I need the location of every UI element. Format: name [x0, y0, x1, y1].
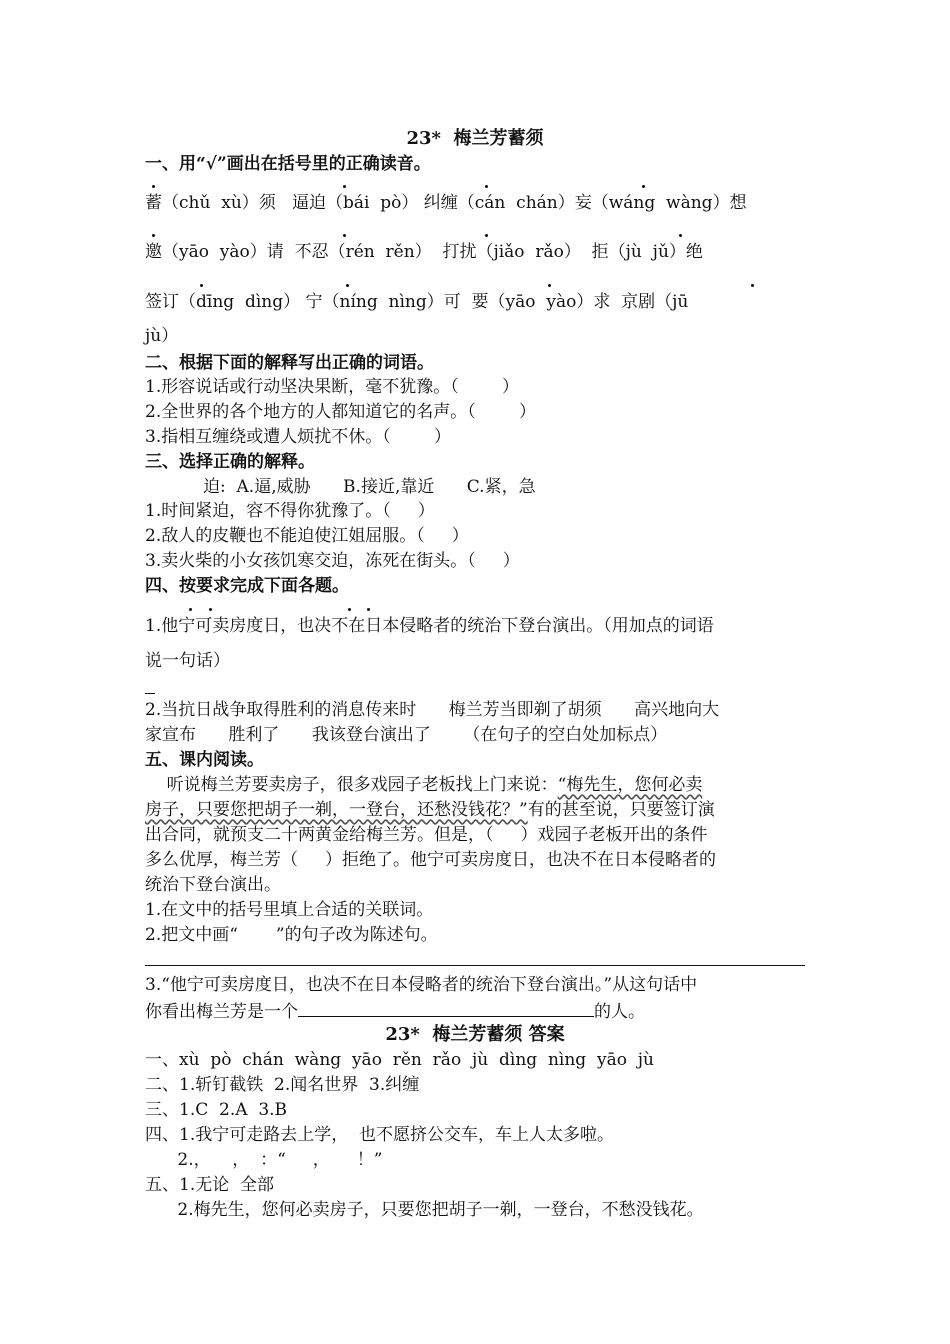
emphasis-dot [343, 185, 346, 188]
wavy-underlined-sentence: 房子，只要您把胡子一剃，一登台，还愁没钱花？” [145, 800, 528, 820]
wavy-underlined-sentence: “梅先生，您何必卖 [557, 775, 703, 795]
pinyin-row-3: 签订（dīng dìng） 宁（níng nìng）可 要（yāo yào）求 京剧（jū [145, 292, 689, 312]
passage-text: 有的甚至说，只要签订演 [527, 800, 715, 820]
s4-question-2a: 2.当抗日战争取得胜利的消息传来时 梅兰芳当即剃了胡须 高兴地向大 [145, 700, 720, 720]
answer-5b: 2.梅先生，您何必卖房子，只要您把胡子一剃，一登台，不愁没钱花。 [145, 1200, 704, 1220]
emphasis-dot [152, 234, 155, 237]
s5-question-3a: 3.“他宁可卖房度日，也决不在日本侵略者的统治下登台演出。”从这句话中 [145, 975, 698, 995]
s2-question-2: 2.全世界的各个地方的人都知道它的名声。（ ） [145, 402, 536, 422]
s4-question-1b: 说一句话） [145, 651, 230, 671]
s5-question-2 [145, 924, 438, 946]
answer-2: 二、1.斩钉截铁 2.闻名世界 3.纠缠 [145, 1075, 420, 1095]
s2-question-3: 3.指相互缠绕或遭人烦扰不休。（ ） [145, 427, 451, 447]
s3-question-3: 3.卖火柴的小女孩饥寒交迫，冻死在街头。（ ） [145, 551, 520, 571]
s4-question-1a: 1.他宁可卖房度日，也决不在日本侵略者的统治下登台演出。（用加点的词语 [145, 616, 714, 636]
passage-line-1 [145, 774, 702, 796]
answer-3: 三、1.C 2.A 3.B [145, 1100, 288, 1120]
section-4-heading: 四、按要求完成下面各题。 [145, 576, 349, 596]
emphasis-dot [189, 608, 192, 611]
section-5-heading: 五、课内阅读。 [145, 750, 264, 770]
question-text: 的人。 [594, 1002, 645, 1022]
emphasis-dot [152, 185, 155, 188]
section-2-heading: 二、根据下面的解释写出正确的词语。 [145, 353, 434, 373]
section-1-heading: 一、用“√”画出在括号里的正确读音。 [145, 154, 431, 174]
s3-options: 迫: A.逼,威胁 B.接近,靠近 C.紧，急 [203, 477, 536, 497]
emphasis-dot [751, 284, 754, 287]
emphasis-dot [346, 284, 349, 287]
question-text: ”的句子改为陈述句。 [275, 925, 438, 945]
section-3-heading: 三、选择正确的解释。 [145, 452, 315, 472]
emphasis-dot [348, 608, 351, 611]
emphasis-dot [200, 284, 203, 287]
answer-1: 一、xù pò chán wàng yāo rěn rǎo jù dìng nìng yāo jù [145, 1050, 654, 1070]
emphasis-dot [679, 234, 682, 237]
passage-text: 听说梅兰芳要卖房子，很多戏园子老板找上门来说： [145, 775, 558, 795]
page-title: 23* 梅兰芳蓄须 [406, 128, 544, 149]
emphasis-dot [209, 608, 212, 611]
emphasis-dot [548, 284, 551, 287]
passage-line-4: 多么优厚，梅兰芳（ ）拒绝了。他宁可卖房度日，也决不在日本侵略者的 [145, 850, 717, 870]
passage-line-2 [145, 799, 715, 821]
emphasis-dot [485, 185, 488, 188]
answer-4a: 四、1.我宁可走路去上学， 也不愿挤公交车，车上人太多啦。 [145, 1125, 615, 1145]
s3-question-1: 1.时间紧迫，容不得你犹豫了。（ ） [145, 501, 435, 521]
s3-question-2: 2.敌人的皮鞭也不能迫使江姐屈服。（ ） [145, 526, 469, 546]
question-text: 你看出梅兰芳是一个 [145, 1002, 298, 1022]
emphasis-dot [367, 608, 370, 611]
s5-question-1: 1.在文中的括号里填上合适的关联词。 [145, 900, 434, 920]
pinyin-row-1: 蓄（chǔ xù）须 逼迫（bái pò） 纠缠（cán chán）妄（wáng wàng）想 [145, 193, 747, 213]
answers-title: 23* 梅兰芳蓄须 答案 [385, 1024, 565, 1045]
passage-line-5: 统治下登台演出。 [145, 875, 281, 895]
pinyin-row-2: 邀（yāo yào）请 不忍（rén rěn） 打扰（jiǎo rǎo） 拒（jù jǔ）绝 [145, 242, 703, 262]
pinyin-row-4: jù） [145, 326, 179, 346]
wavy-line-sample [238, 924, 276, 946]
emphasis-dot [343, 234, 346, 237]
answer-line [145, 693, 155, 694]
answer-4b: 2.， ， ：“ ， ！” [145, 1150, 383, 1170]
answer-line [145, 965, 805, 966]
question-text: 2.把文中画“ [145, 925, 238, 945]
answer-blank [298, 999, 594, 1017]
s4-question-2b: 家宣布 胜利了 我该登台演出了 （在句子的空白处加标点） [145, 725, 668, 745]
s2-question-1: 1.形容说话或行动坚决果断，毫不犹豫。（ ） [145, 377, 519, 397]
emphasis-dot [485, 234, 488, 237]
emphasis-dot [642, 185, 645, 188]
s5-question-3b [145, 999, 645, 1023]
passage-line-3: 出合同，就预支二十两黄金给梅兰芳。但是，（ ）戏园子老板开出的条件 [145, 825, 708, 845]
answer-5a: 五、1.无论 全部 [145, 1175, 275, 1195]
